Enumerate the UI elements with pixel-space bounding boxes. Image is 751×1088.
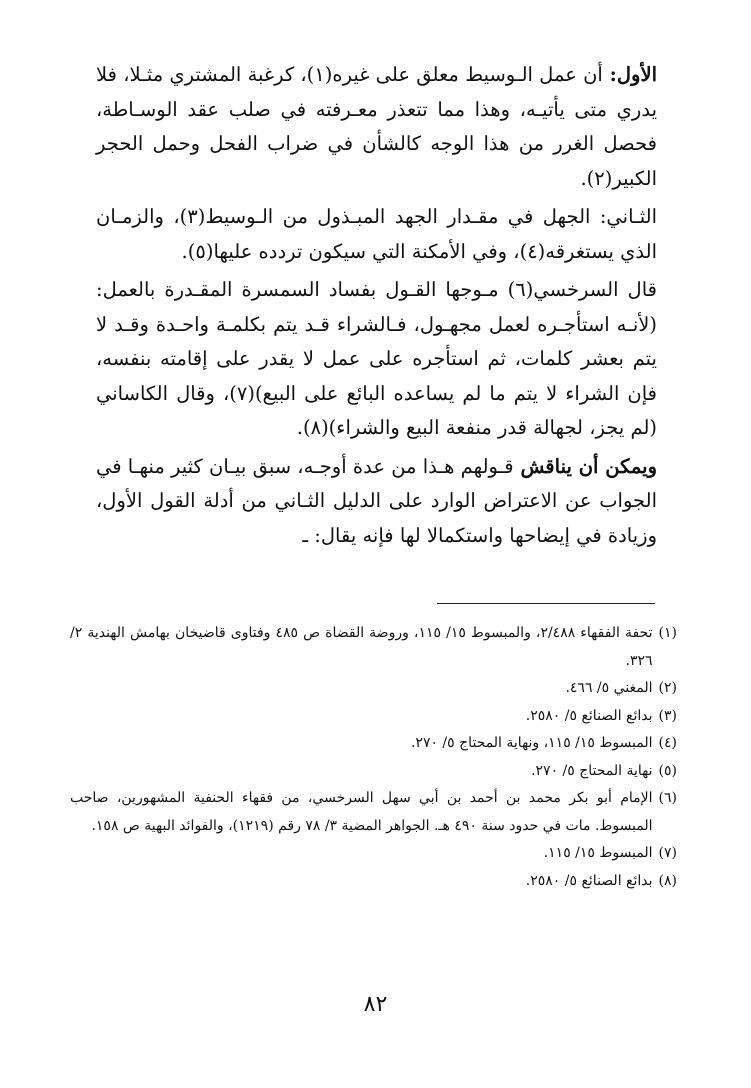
footnote-number: (٤) bbox=[658, 735, 677, 751]
paragraph-2 bbox=[96, 200, 657, 269]
footnote-number: (٣) bbox=[658, 707, 677, 724]
footnote-3 bbox=[70, 703, 677, 731]
page-number: ٨٢ bbox=[363, 992, 388, 1017]
paragraph-3 bbox=[96, 273, 657, 446]
footnote-number: (٧) bbox=[658, 845, 677, 861]
footnote-number: (٦) bbox=[658, 790, 677, 806]
footnote-text: الإمام أبو بكر محمد بن أحمد بن أبي سهل السرخسي، من فقهاء الحنفية المشهورين، صاحب المبسوط. مات في حدود سنة ٤٩٠ هـ. الجواهر المضية ٣/ ٧٨ رقم (١٢١٩)، والفوائد البهية ص ١٥٨. bbox=[70, 790, 653, 834]
footnote-divider bbox=[437, 603, 655, 604]
footnote-8 bbox=[70, 868, 677, 896]
footnote-1 bbox=[70, 620, 677, 675]
footnote-text: تحفة الفقهاء ٢/٤٨٨، والمبسوط ١٥/ ١١٥، وروضة القضاة ص ٤٨٥ وفتاوى قاضيخان بهامش الهندية ٢/ ٣٢٦. bbox=[70, 625, 653, 669]
footnote-text: نهاية المحتاج ٥/ ٢٧٠. bbox=[531, 762, 653, 779]
footnotes bbox=[70, 620, 677, 895]
footnote-7 bbox=[70, 840, 677, 868]
footnote-text: المبسوط ١٥/ ١١٥، ونهاية المحتاج ٥/ ٢٧٠. bbox=[410, 735, 653, 751]
footnote-6 bbox=[70, 785, 677, 840]
footnote-text: بدائع الصنائع ٥/ ٢٥٨٠. bbox=[525, 872, 653, 889]
main-text bbox=[96, 58, 657, 553]
footnote-2 bbox=[70, 675, 677, 703]
footnote-number: (٨) bbox=[658, 872, 677, 889]
paragraph-4-text: قـولهم هـذا من عدة أوجـه، سبق بيـان كثير منهـا في الجواب عن الاعتراض الوارد على الدليل الثـاني من أدلة القول الأول، وزيادة في إيضاحها واستكمالا لها فإنه يقال: ـ bbox=[96, 454, 657, 547]
footnote-4 bbox=[70, 730, 677, 758]
paragraph-4-lead: ويمكن أن يناقش bbox=[513, 454, 657, 478]
footnote-number: (١) bbox=[658, 625, 677, 641]
footnote-text: بدائع الصنائع ٥/ ٢٥٨٠. bbox=[525, 707, 653, 724]
paragraph-1-text: أن عمل الـوسيط معلق على غيره(١)، كرغبة المشتري مثـلا، فلا يدري متى يأتيـه، وهذا مما تتعذر معـرفته في صلب عقد الوسـاطة، فحصل الغرر من هذا الوجه كالشأن في ضراب الفحل وحمل الحجر الكبير(٢). bbox=[96, 63, 657, 190]
paragraph-1-lead: الأول: bbox=[602, 63, 657, 86]
paragraph-3-text: قال السرخسي(٦) مـوجها القـول بفساد السمسرة المقـدرة بالعمل: (لأنـه استأجـره لعمل مجهـول، فـالشراء قـد يتم بكلمـة واحـدة وقـد لا يتم بعشر كلمات، ثم استأجره على عمل لا يقدر على إقامته بنفسه، فإن الشراء لا يتم ما لم يساعده البائع على البيع)(٧)، وقال الكاساني (لم يجز، لجهالة قدر منفعة البيع والشراء)(٨). bbox=[96, 278, 657, 439]
paragraph-2-text: الثـاني: الجهل في مقـدار الجهد المبـذول من الـوسيط(٣)، والزمـان الذي يستغرقه(٤)، وفي الأمكنة التي سيكون تردده عليها(٥). bbox=[96, 205, 657, 263]
footnote-number: (٢) bbox=[658, 680, 677, 696]
footnote-text: المبسوط ١٥/ ١١٥. bbox=[543, 845, 653, 861]
footnote-text: المغني ٥/ ٤٦٦. bbox=[565, 680, 653, 696]
paragraph-4 bbox=[96, 450, 657, 554]
paragraph-1 bbox=[96, 58, 657, 196]
footnote-number: (٥) bbox=[658, 762, 677, 779]
footnote-5 bbox=[70, 758, 677, 786]
